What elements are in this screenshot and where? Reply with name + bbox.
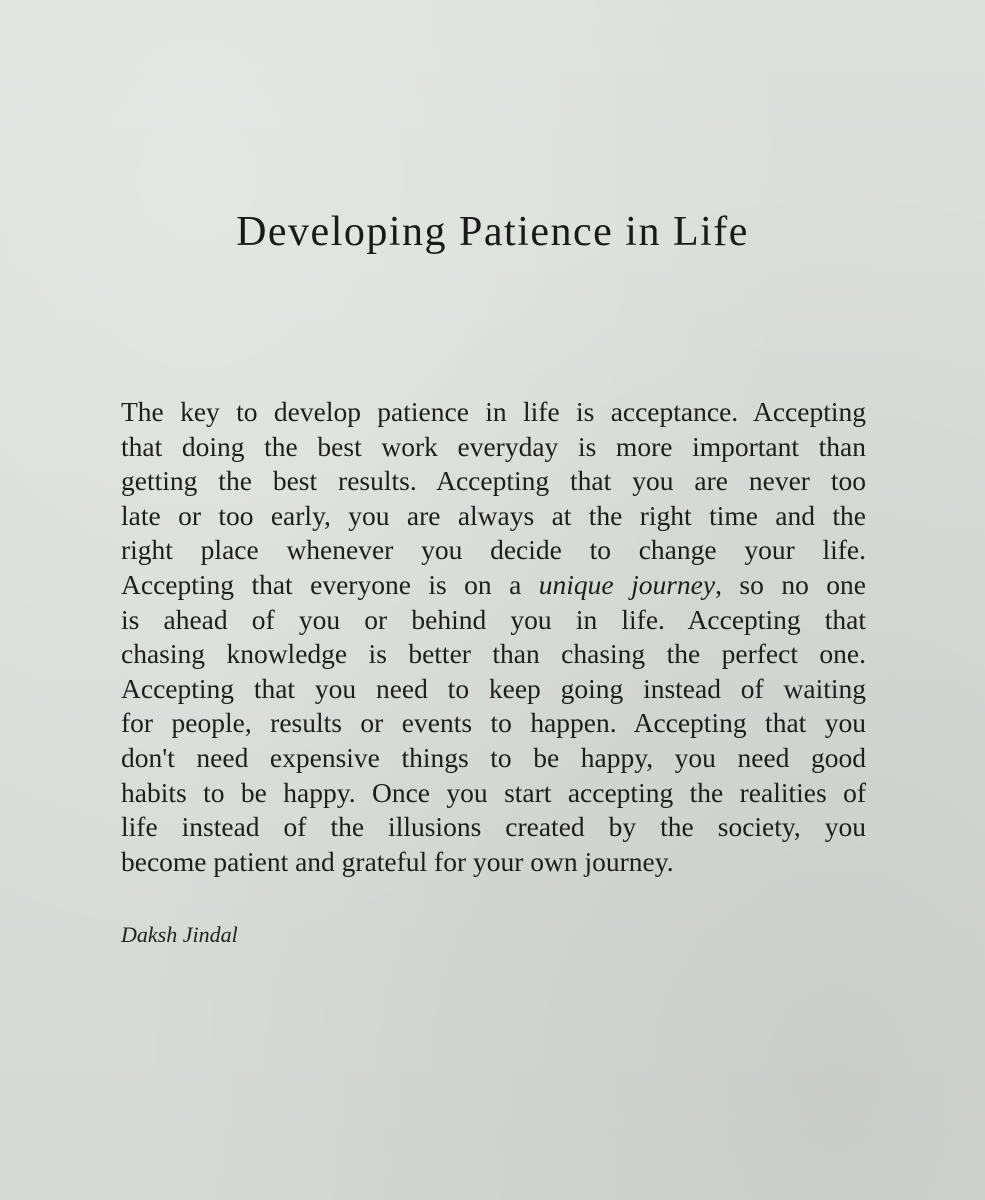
paragraph-line: habits to be happy. Once you start accepting the realities of	[121, 776, 866, 808]
paragraph-line: The key to develop patience in life is acceptance. Accepting	[121, 396, 866, 427]
paragraph-line: right place whenever you decide to change your life.	[121, 534, 866, 566]
paragraph-line: Accepting that you need to keep going instead of waiting	[121, 672, 866, 704]
page-title: Developing Patience in Life	[236, 209, 749, 255]
paragraph-line: chasing knowledge is better than chasing the perfect one.	[121, 638, 866, 670]
paragraph-line: for people, results or events to happen. Accepting that you	[121, 707, 866, 739]
emphasis-text: unique journey	[538, 568, 716, 600]
body-paragraph	[121, 395, 866, 879]
line-segment: Accepting that everyone is on a	[121, 568, 522, 600]
paragraph-line: life instead of the illusions created by the society, you	[121, 811, 866, 843]
paragraph-line: that doing the best work everyday is more important than	[121, 430, 866, 462]
line-segment: , so no one	[715, 568, 866, 600]
paragraph-line	[121, 568, 866, 603]
paragraph-line: become patient and grateful for your own journey.	[121, 845, 674, 877]
paragraph-line: late or too early, you are always at the right time and the	[121, 499, 866, 531]
paragraph-line: is ahead of you or behind you in life. Accepting that	[121, 603, 866, 635]
paragraph-line: don't need expensive things to be happy, you need good	[121, 741, 866, 773]
paragraph-line: getting the best results. Accepting that you are never too	[121, 465, 866, 497]
author-signature: Daksh Jindal	[121, 922, 238, 947]
